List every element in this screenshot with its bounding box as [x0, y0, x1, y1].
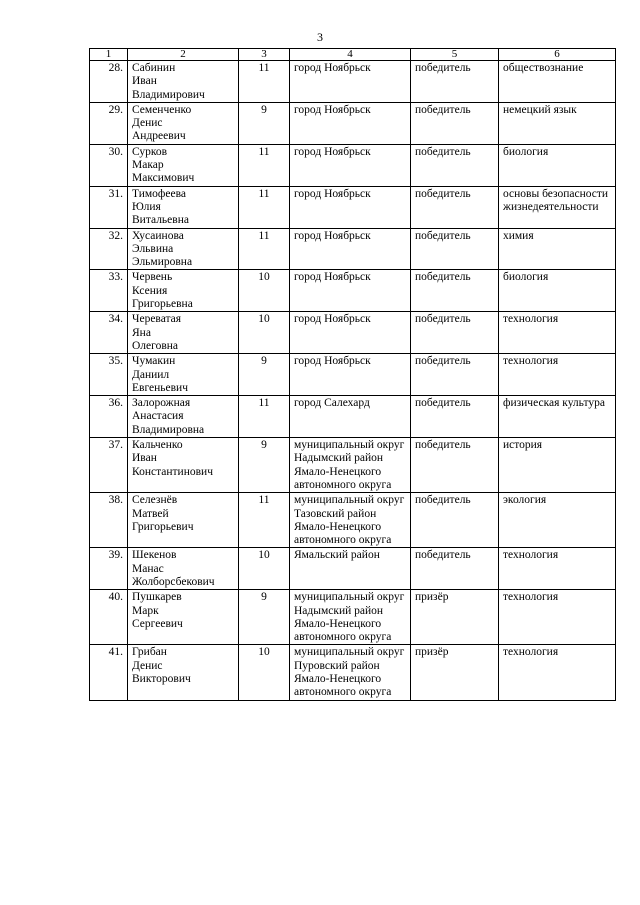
row-number: 28.: [90, 61, 128, 103]
participant-name: [128, 590, 239, 645]
subject-cell: биология: [499, 144, 616, 186]
subject-cell: технология: [499, 312, 616, 354]
status-cell: победитель: [411, 548, 499, 590]
name-line: Пушкарев: [132, 591, 182, 604]
name-line: Яна: [132, 326, 151, 339]
subject-cell: история: [499, 438, 616, 493]
table-row: [90, 270, 616, 312]
row-number: 34.: [90, 312, 128, 354]
grade-cell: 11: [239, 396, 290, 438]
name-line: Владимировна: [132, 423, 205, 436]
name-line: Жолборсбекович: [132, 575, 215, 588]
name-line: Ксения: [132, 284, 168, 297]
name-line: Червень: [132, 271, 173, 284]
table-row: [90, 645, 616, 700]
status-cell: победитель: [411, 270, 499, 312]
row-number: 38.: [90, 493, 128, 548]
name-line: Денис: [132, 117, 163, 130]
name-line: Сабинин: [132, 62, 176, 74]
name-line: Сергеевич: [132, 617, 183, 630]
subject-cell: технология: [499, 548, 616, 590]
name-line: Евгеньевич: [132, 381, 188, 394]
status-cell: победитель: [411, 144, 499, 186]
municipality-cell: город Ноябрьск: [290, 228, 411, 270]
status-cell: победитель: [411, 186, 499, 228]
status-cell: победитель: [411, 312, 499, 354]
name-line: Анастасия: [132, 410, 184, 423]
municipality-cell: город Ноябрьск: [290, 312, 411, 354]
name-line: Тимофеева: [132, 187, 186, 200]
table-row: [90, 493, 616, 548]
grade-cell: 10: [239, 312, 290, 354]
participant-name: [128, 438, 239, 493]
status-cell: победитель: [411, 61, 499, 103]
municipality-cell: Ямальский район: [290, 548, 411, 590]
name-line: Эльмировна: [132, 256, 193, 269]
table-row: [90, 61, 616, 103]
row-number: 33.: [90, 270, 128, 312]
table-row: [90, 186, 616, 228]
name-line: Андреевич: [132, 130, 186, 143]
table-row: [90, 228, 616, 270]
participant-name: [128, 312, 239, 354]
row-number: 35.: [90, 354, 128, 396]
grade-cell: 11: [239, 144, 290, 186]
table-row: [90, 144, 616, 186]
status-cell: призёр: [411, 645, 499, 700]
name-line: Кальченко: [132, 439, 183, 452]
name-line: Владимирович: [132, 88, 205, 101]
status-cell: победитель: [411, 354, 499, 396]
subject-cell: технология: [499, 645, 616, 700]
municipality-cell: город Ноябрьск: [290, 144, 411, 186]
participant-name: [128, 270, 239, 312]
subject-cell: химия: [499, 228, 616, 270]
participant-name: [128, 548, 239, 590]
name-line: Матвей: [132, 507, 169, 520]
grade-cell: 10: [239, 270, 290, 312]
name-line: Хусаинова: [132, 229, 184, 242]
status-cell: победитель: [411, 438, 499, 493]
participant-name: [128, 61, 239, 103]
header-col-2: 2: [128, 49, 239, 61]
name-line: Шекенов: [132, 549, 177, 562]
name-line: Григорьевна: [132, 298, 193, 311]
table-row: [90, 590, 616, 645]
results-table: [89, 48, 616, 701]
name-line: Сурков: [132, 145, 168, 158]
name-line: Залорожная: [132, 397, 191, 410]
municipality-cell: муниципальный округ Надымский район Ямало-Ненецкого автономного округа: [290, 590, 411, 645]
table-row: [90, 354, 616, 396]
page-number: 3: [317, 30, 323, 44]
municipality-cell: город Ноябрьск: [290, 186, 411, 228]
subject-cell: основы безопасности жизнедеятельности: [499, 186, 616, 228]
table-row: [90, 548, 616, 590]
municipality-cell: город Ноябрьск: [290, 270, 411, 312]
name-line: Череватая: [132, 313, 182, 326]
subject-cell: физическая культура: [499, 396, 616, 438]
name-line: Витальевна: [132, 214, 189, 227]
header-col-3: 3: [239, 49, 290, 61]
status-cell: победитель: [411, 228, 499, 270]
name-line: Юлия: [132, 200, 161, 213]
row-number: 41.: [90, 645, 128, 700]
subject-cell: обществознание: [499, 61, 616, 103]
participant-name: [128, 645, 239, 700]
table-row: [90, 102, 616, 144]
name-line: Марк: [132, 604, 159, 617]
status-cell: победитель: [411, 396, 499, 438]
status-cell: победитель: [411, 493, 499, 548]
status-cell: победитель: [411, 102, 499, 144]
row-number: 36.: [90, 396, 128, 438]
grade-cell: 9: [239, 590, 290, 645]
participant-name: [128, 186, 239, 228]
table-row: [90, 312, 616, 354]
name-line: Селезнёв: [132, 494, 178, 507]
row-number: 37.: [90, 438, 128, 493]
grade-cell: 10: [239, 548, 290, 590]
municipality-cell: город Ноябрьск: [290, 354, 411, 396]
grade-cell: 11: [239, 186, 290, 228]
header-col-1: 1: [90, 49, 128, 61]
table-row: [90, 438, 616, 493]
row-number: 39.: [90, 548, 128, 590]
grade-cell: 11: [239, 228, 290, 270]
name-line: Даниил: [132, 368, 170, 381]
name-line: Эльвина: [132, 242, 174, 255]
municipality-cell: муниципальный округ Тазовский район Ямало-Ненецкого автономного округа: [290, 493, 411, 548]
subject-cell: технология: [499, 590, 616, 645]
name-line: Семенченко: [132, 103, 192, 116]
grade-cell: 11: [239, 61, 290, 103]
row-number: 31.: [90, 186, 128, 228]
name-line: Грибан: [132, 646, 167, 659]
participant-name: [128, 144, 239, 186]
name-line: Григорьевич: [132, 520, 194, 533]
row-number: 29.: [90, 102, 128, 144]
row-number: 40.: [90, 590, 128, 645]
municipality-cell: город Ноябрьск: [290, 102, 411, 144]
subject-cell: экология: [499, 493, 616, 548]
grade-cell: 11: [239, 493, 290, 548]
name-line: Иван: [132, 75, 157, 88]
name-line: Олеговна: [132, 339, 179, 352]
header-col-4: 4: [290, 49, 411, 61]
participant-name: [128, 493, 239, 548]
participant-name: [128, 228, 239, 270]
municipality-cell: муниципальный округ Надымский район Ямало-Ненецкого автономного округа: [290, 438, 411, 493]
status-cell: призёр: [411, 590, 499, 645]
subject-cell: биология: [499, 270, 616, 312]
name-line: Манас: [132, 562, 164, 575]
name-line: Константинович: [132, 465, 213, 478]
table-row: [90, 396, 616, 438]
grade-cell: 10: [239, 645, 290, 700]
grade-cell: 9: [239, 354, 290, 396]
municipality-cell: город Салехард: [290, 396, 411, 438]
table-body: [90, 61, 616, 701]
row-number: 30.: [90, 144, 128, 186]
participant-name: [128, 102, 239, 144]
participant-name: [128, 396, 239, 438]
grade-cell: 9: [239, 102, 290, 144]
municipality-cell: город Ноябрьск: [290, 61, 411, 103]
municipality-cell: муниципальный округ Пуровский район Ямало-Ненецкого автономного округа: [290, 645, 411, 700]
name-line: Максимович: [132, 172, 195, 185]
header-row: [90, 49, 616, 61]
row-number: 32.: [90, 228, 128, 270]
header-col-5: 5: [411, 49, 499, 61]
header-col-6: 6: [499, 49, 616, 61]
name-line: Чумакин: [132, 355, 176, 368]
name-line: Макар: [132, 159, 164, 172]
name-line: Викторович: [132, 673, 191, 686]
grade-cell: 9: [239, 438, 290, 493]
subject-cell: технология: [499, 354, 616, 396]
name-line: Денис: [132, 659, 163, 672]
participant-name: [128, 354, 239, 396]
subject-cell: немецкий язык: [499, 102, 616, 144]
name-line: Иван: [132, 452, 157, 465]
